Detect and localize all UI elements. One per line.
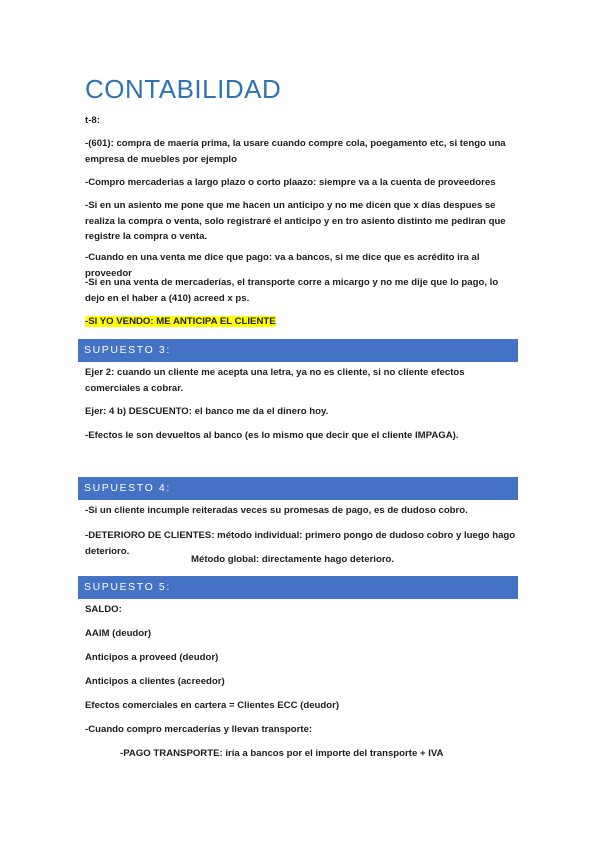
heading-supuesto-5: SUPUESTO 5: [84, 581, 171, 593]
heading-supuesto-4: SUPUESTO 4: [84, 482, 171, 494]
paragraph-pago-transporte: -PAGO TRANSPORTE: iría a bancos por el importe del transporte + IVA [120, 748, 444, 759]
heading-band-supuesto-4 [78, 477, 518, 500]
paragraph-601: -(601): compra de maería prima, la usare cuando compre cola, poegamento etc, si tengo una empresa de muebles por ejemplo [85, 138, 506, 165]
paragraph-compro-transporte: -Cuando compro mercaderías y llevan transporte: [85, 724, 313, 735]
paragraph-dudoso-cobro: -Si un cliente incumple reiteradas veces su promesas de pago, es de dudoso cobro. [85, 505, 468, 516]
paragraph-anticipos-proveed: Anticipos a proveed (deudor) [85, 652, 219, 663]
paragraph-ejer-2: Ejer 2: cuando un cliente me acepta una letra, ya no es cliente, si no cliente efectos comerciales a cobrar. [85, 367, 465, 394]
paragraph-efectos-devueltos: -Efectos le son devueltos al banco (es lo mismo que decir que el cliente IMPAGA). [85, 430, 459, 441]
paragraph-saldo: SALDO: [85, 604, 122, 615]
paragraph-anticipos-clientes: Anticipos a clientes (acreedor) [85, 676, 225, 687]
heading-band-supuesto-3 [78, 339, 518, 362]
heading-band-supuesto-5 [78, 576, 518, 599]
highlighted-note [85, 314, 517, 330]
paragraph-transporte: -Si en una venta de mercaderías, el transporte corre a micargo y no me dije que lo pago, lo dejo en el haber a (410) acreed x ps. [85, 277, 499, 304]
paragraph-metodo-global: Método global: directamente hago deterioro. [191, 554, 395, 565]
highlight-text: -SI YO VENDO: ME ANTICIPA EL CLIENTE [85, 316, 276, 327]
paragraph-anticipo: -Si en un asiento me pone que me hacen un anticipo y no me dicen que x días despues se realiza la compra o venta, solo registraré el anticipo y en tro asiento distinto me pediran que registre la compra o venta. [85, 200, 506, 243]
section-label-t8: t-8: [85, 115, 100, 126]
paragraph-mercaderias: -Compro mercaderias a largo plazo o corto plaazo: siempre va a la cuenta de proveedores [85, 177, 496, 188]
paragraph-venta-pago: -Cuando en una venta me dice que pago: va a bancos, si me dice que es acrédito ira al proveedor [85, 252, 480, 279]
paragraph-deterioro: -DETERIORO DE CLIENTES: método individual: primero pongo de dudoso cobro y luego hago deterioro. [85, 530, 516, 557]
heading-supuesto-3: SUPUESTO 3: [84, 344, 171, 356]
paragraph-ejer-4: Ejer: 4 b) DESCUENTO: el banco me da el dinero hoy. [85, 406, 329, 417]
paragraph-efectos-cartera: Efectos comerciales en cartera = Clientes ECC (deudor) [85, 700, 340, 711]
paragraph-aaim: AAIM (deudor) [85, 628, 152, 639]
document-title: CONTABILIDAD [85, 74, 282, 104]
